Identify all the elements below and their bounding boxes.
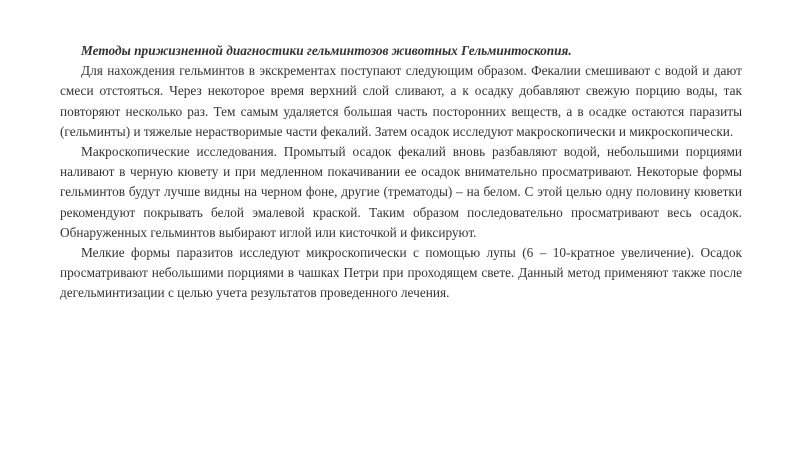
document-body xyxy=(60,41,742,304)
paragraph-microscopic: Мелкие формы паразитов исследуют микроскопически с помощью лупы (6 – 10-кратное увеличение). Осадок просматривают небольшими порциями в чашках Петри при проходящем свете. Данный метод применяют также после дегельминтизации с целью учета результатов проведенного лечения. xyxy=(60,245,742,301)
document-heading: Методы прижизненной диагностики гельминтозов животных Гельминтоскопия. xyxy=(81,43,572,58)
paragraph-preparation: Для нахождения гельминтов в экскрементах поступают следующим образом. Фекалии смешивают с водой и дают смеси отстояться. Через некоторое время верхний слой сливают, а к осадку добавляют свежую порцию воды, так повторяют несколько раз. Тем самым удаляется большая часть посторонних веществ, а в осадке остаются паразиты (гельминты) и тяжелые нерастворимые части фекалий. Затем осадок исследуют макроскопически и микроскопически. xyxy=(60,63,742,139)
paragraph-macroscopic: Макроскопические исследования. Промытый осадок фекалий вновь разбавляют водой, небольшими порциями наливают в черную кювету и при медленном покачивании ее осадок внимательно просматривают. Некоторые формы гельминтов будут лучше видны на черном фоне, другие (трематоды) – на белом. С этой целью одну половину кюветки рекомендуют покрывать белой эмалевой краской. Таким образом последовательно просматривают весь осадок. Обнаруженных гельминтов выбирают иглой или кисточкой и фиксируют. xyxy=(60,144,742,240)
